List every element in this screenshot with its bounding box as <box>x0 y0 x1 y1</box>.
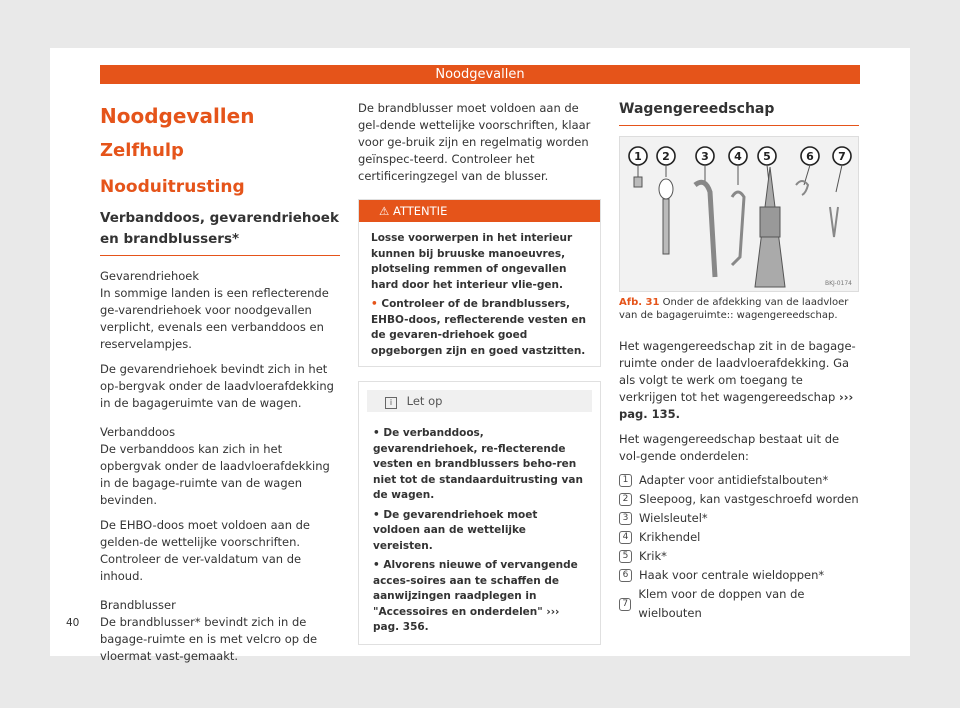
paragraph: De brandblusser* bevindt zich in de bagage-ruimte en is met velcro op de vloermat vast-gemaakt. <box>100 615 318 663</box>
list-item: 1 Adapter voor antidiefstalbouten* <box>619 471 859 490</box>
adapter-icon <box>634 177 642 187</box>
note-body <box>359 420 600 644</box>
warning-bullet-item <box>371 297 588 359</box>
callout-4: 4 <box>734 150 742 163</box>
warning-title: ATTENTIE <box>392 204 448 218</box>
column-middle <box>358 84 601 645</box>
callout-2: 2 <box>662 150 670 163</box>
tool-list <box>619 471 859 623</box>
info-icon: i <box>385 397 397 409</box>
paragraph: De gevarendriehoek bevindt zich in het op-bergvak onder de laadvloerafdekking in de bagageruimte van de wagen. <box>100 362 334 410</box>
paragraph: In sommige landen is een reflecterende ge-varendriehoek voor noodgevallen verplicht, evenals een verbanddoos en reservelampjes. <box>100 286 329 351</box>
hub-cap-hook-icon <box>796 181 808 195</box>
figure-caption-text: Onder de afdekking van de laadvloer van de bagageruimte:: wagengereedschap. <box>619 297 849 321</box>
topic-heading: Verbanddoos, gevarendriehoek en brandblussers* <box>100 208 340 256</box>
callout-5: 5 <box>763 150 771 163</box>
bullet-icon: • <box>371 298 378 310</box>
warning-triangle-icon: ⚠ <box>379 204 390 218</box>
callout-1: 1 <box>634 150 642 163</box>
list-item: 5 Krik* <box>619 547 859 566</box>
paragraph: De EHBO-doos moet voldoen aan de gelden-de wettelijke voorschriften. Controleer de ver-valdatum van de inhoud. <box>100 518 311 583</box>
callout-3: 3 <box>701 150 709 163</box>
section-title: Zelfhulp <box>100 140 184 161</box>
note-box <box>358 381 601 645</box>
tow-eye-icon <box>659 179 673 199</box>
label-verbanddoos: Verbanddoos <box>100 425 176 439</box>
warning-body <box>359 222 600 366</box>
callout-6: 6 <box>806 150 814 163</box>
list-item: 6 Haak voor centrale wieldoppen* <box>619 566 859 585</box>
warning-box <box>358 199 601 367</box>
section-band: Noodgevallen <box>100 65 860 84</box>
callout-7: 7 <box>838 150 846 163</box>
figure-code: BKJ-0174 <box>824 280 852 287</box>
list-item: 7 Klem voor de doppen van de wielbouten <box>619 585 859 623</box>
subsection-title: Nooduitrusting <box>100 177 245 197</box>
list-item: 4 Krikhendel <box>619 528 859 547</box>
label-gevarendriehoek: Gevarendriehoek <box>100 269 200 283</box>
wheel-wrench-icon <box>695 182 715 277</box>
paragraph: De verbanddoos kan zich in het opbergvak onder de laadvloerafdekking in de bagage-ruimte van de wagen bevinden. <box>100 442 330 507</box>
note-item: • De gevarendriehoek moet voldoen aan de wettelijke vereisten. <box>373 508 538 552</box>
item-number: 3 <box>619 512 632 525</box>
page-reference-link[interactable]: ››› pag. 356. <box>373 605 560 633</box>
tools-heading: Wagengereedschap <box>619 100 859 126</box>
item-number: 1 <box>619 474 632 487</box>
warning-bullet-text: Controleer of de brandblussers, EHBO-doos, reflecterende vesten en de gevaren-driehoek goed opgeborgen zijn en goed vastzitten. <box>371 298 586 357</box>
item-number: 4 <box>619 531 632 544</box>
figure-caption <box>619 296 859 322</box>
note-item: • De verbanddoos, gevarendriehoek, re-flecterende vesten en brandblussers beho-ren niet tot de standaarduitrusting van de wagen. <box>373 427 583 501</box>
page-reference-link[interactable]: ››› pag. 135. <box>619 390 854 421</box>
item-number: 5 <box>619 550 632 563</box>
paragraph: De brandblusser moet voldoen aan de gel-dende wettelijke voorschriften, klaar voor ge-bruik zijn en regelmatig worden geïnspec-teerd. Controleer het certificeringzegel van de blusser. <box>358 101 591 183</box>
figure-number: Afb. 31 <box>619 297 660 308</box>
tools-figure <box>619 136 859 292</box>
note-header <box>367 390 592 412</box>
warning-text: Losse voorwerpen in het interieur kunnen bij bruuske manoeuvres, plotseling remmen of ongevallen hard door het interieur vlie-gen. <box>371 232 573 291</box>
list-item: 3 Wielsleutel* <box>619 509 859 528</box>
jack-handle-icon <box>732 192 744 265</box>
column-left <box>100 84 340 665</box>
chapter-title: Noodgevallen <box>100 104 255 128</box>
column-right <box>619 84 859 623</box>
note-item: • Alvorens nieuwe of vervangende acces-soires aan te schaffen de aanwijzingen raadplegen in "Accessoires en onderdelen" ››› pag. 356. <box>373 559 578 633</box>
warning-header <box>359 200 600 222</box>
item-number: 7 <box>619 598 631 611</box>
note-title: Let op <box>406 394 443 408</box>
item-number: 6 <box>619 569 632 582</box>
label-brandblusser: Brandblusser <box>100 598 176 612</box>
paragraph: Het wagengereedschap bestaat uit de vol-gende onderdelen: <box>619 432 840 463</box>
bolt-cap-clamp-icon <box>830 207 838 237</box>
page-number: 40 <box>66 617 80 629</box>
list-item: 2 Sleepoog, kan vastgeschroefd worden <box>619 490 859 509</box>
paragraph: Het wagengereedschap zit in de bagage-ruimte onder de laadvloerafdekking. Ga als volgt te werk om toegang te verkrijgen tot het wagengereedschap ››› pag. 135. <box>619 339 856 421</box>
tools-illustration <box>620 137 858 291</box>
item-number: 2 <box>619 493 632 506</box>
